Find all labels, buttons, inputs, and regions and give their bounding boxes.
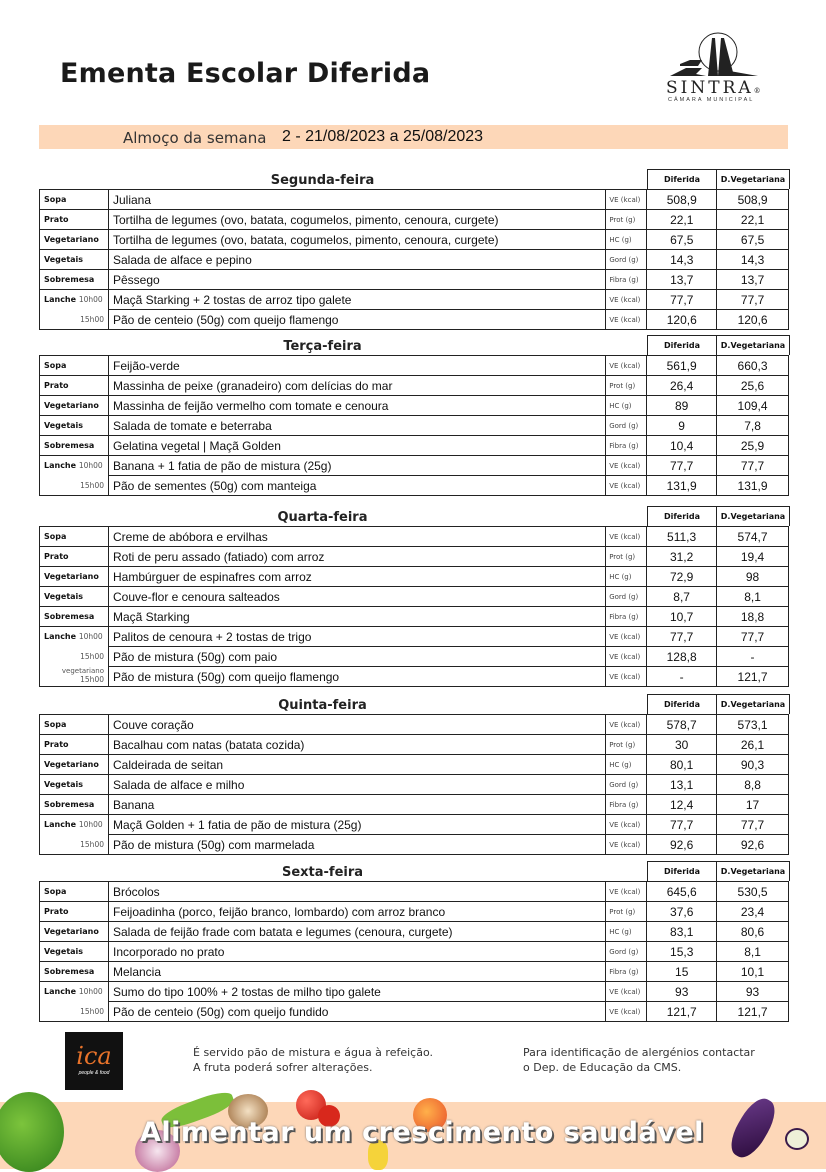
diferida-value: 15,3 bbox=[647, 942, 717, 962]
unit-cell: Gord (g) bbox=[606, 942, 647, 962]
week-label: Almoço da semana bbox=[123, 129, 267, 147]
diferida-value: 120,6 bbox=[647, 310, 717, 330]
row-label: Vegetariano bbox=[40, 755, 109, 775]
row-label: Vegetariano bbox=[40, 230, 109, 250]
table-row bbox=[40, 882, 789, 902]
row-label: Lanche 10h00 bbox=[40, 627, 109, 647]
vegetariana-value: 90,3 bbox=[717, 755, 789, 775]
col-diferida: Diferida bbox=[648, 862, 717, 881]
unit-cell: VE (kcal) bbox=[606, 190, 647, 210]
table-row bbox=[40, 567, 789, 587]
table-row bbox=[40, 815, 789, 835]
dish-cell: Maçã Starking + 2 tostas de arroz tipo galete bbox=[108, 290, 605, 310]
row-label: Vegetais bbox=[40, 775, 109, 795]
table-row bbox=[40, 587, 789, 607]
menu-table bbox=[39, 881, 789, 1022]
dish-cell: Massinha de peixe (granadeiro) com delícias do mar bbox=[108, 376, 605, 396]
row-label: Vegetariano bbox=[40, 567, 109, 587]
table-row bbox=[40, 607, 789, 627]
vegetariana-value: 25,6 bbox=[717, 376, 789, 396]
dish-cell: Melancia bbox=[108, 962, 605, 982]
unit-cell: Gord (g) bbox=[606, 250, 647, 270]
dish-cell: Pão de mistura (50g) com marmelada bbox=[108, 835, 605, 855]
unit-cell: VE (kcal) bbox=[606, 627, 647, 647]
dish-cell: Salada de tomate e beterraba bbox=[108, 416, 605, 436]
day-title: Segunda-feira bbox=[270, 173, 375, 188]
vegetariana-value: 93 bbox=[717, 982, 789, 1002]
row-label: Sobremesa bbox=[40, 795, 109, 815]
unit-cell: HC (g) bbox=[606, 922, 647, 942]
diferida-value: 30 bbox=[647, 735, 717, 755]
menu-table bbox=[39, 189, 789, 330]
row-label-time: vegetariano 15h00 bbox=[40, 667, 109, 687]
ica-logo: ica people & food bbox=[65, 1032, 123, 1090]
unit-cell: HC (g) bbox=[606, 755, 647, 775]
dish-cell: Pão de mistura (50g) com paio bbox=[108, 647, 605, 667]
vegetariana-value: 8,8 bbox=[717, 775, 789, 795]
table-row bbox=[40, 922, 789, 942]
diferida-value: 77,7 bbox=[647, 456, 717, 476]
dish-cell: Salada de alface e pepino bbox=[108, 250, 605, 270]
dish-cell: Pão de centeio (50g) com queijo flamengo bbox=[108, 310, 605, 330]
table-row bbox=[40, 627, 789, 647]
diferida-value: 77,7 bbox=[647, 290, 717, 310]
table-row bbox=[40, 982, 789, 1002]
dish-cell: Salada de alface e milho bbox=[108, 775, 605, 795]
table-row bbox=[40, 476, 789, 496]
vegetariana-value: 508,9 bbox=[717, 190, 789, 210]
vegetariana-value: 13,7 bbox=[717, 270, 789, 290]
table-row bbox=[40, 356, 789, 376]
row-label: Prato bbox=[40, 210, 109, 230]
diferida-value: 83,1 bbox=[647, 922, 717, 942]
day-title: Sexta-feira bbox=[281, 865, 364, 880]
dish-cell: Massinha de feijão vermelho com tomate e cenoura bbox=[108, 396, 605, 416]
vegetariana-value: 92,6 bbox=[717, 835, 789, 855]
eggplant-slice-icon bbox=[785, 1128, 809, 1150]
diferida-value: 37,6 bbox=[647, 902, 717, 922]
vegetariana-value: 77,7 bbox=[717, 627, 789, 647]
unit-cell: VE (kcal) bbox=[606, 982, 647, 1002]
row-label: Sobremesa bbox=[40, 436, 109, 456]
unit-cell: VE (kcal) bbox=[606, 715, 647, 735]
column-headers bbox=[647, 506, 790, 526]
diferida-value: 10,7 bbox=[647, 607, 717, 627]
vegetariana-value: 18,8 bbox=[717, 607, 789, 627]
logo-subtitle: CÂMARA MUNICIPAL bbox=[668, 97, 755, 103]
col-diferida: Diferida bbox=[648, 695, 717, 714]
dish-cell: Pão de mistura (50g) com queijo flamengo bbox=[108, 667, 605, 687]
diferida-value: 121,7 bbox=[647, 1002, 717, 1022]
vegetariana-value: 8,1 bbox=[717, 587, 789, 607]
table-row bbox=[40, 210, 789, 230]
menu-table bbox=[39, 526, 789, 687]
table-row bbox=[40, 270, 789, 290]
col-vegetariana: D.Vegetariana bbox=[720, 700, 786, 709]
week-band bbox=[39, 125, 788, 149]
menu-table bbox=[39, 714, 789, 855]
unit-cell: Gord (g) bbox=[606, 587, 647, 607]
table-row bbox=[40, 962, 789, 982]
diferida-value: 12,4 bbox=[647, 795, 717, 815]
col-diferida: Diferida bbox=[648, 507, 717, 526]
vegetariana-value: 109,4 bbox=[717, 396, 789, 416]
vegetariana-value: 131,9 bbox=[717, 476, 789, 496]
dish-cell: Sumo do tipo 100% + 2 tostas de milho tipo galete bbox=[108, 982, 605, 1002]
unit-cell: VE (kcal) bbox=[606, 476, 647, 496]
column-headers bbox=[647, 861, 790, 881]
dish-cell: Maçã Starking bbox=[108, 607, 605, 627]
day-title: Quarta-feira bbox=[277, 510, 368, 525]
row-label: Prato bbox=[40, 547, 109, 567]
table-row bbox=[40, 230, 789, 250]
menu-table bbox=[39, 355, 789, 496]
row-label: Sopa bbox=[40, 190, 109, 210]
unit-cell: VE (kcal) bbox=[606, 882, 647, 902]
unit-cell: Gord (g) bbox=[606, 775, 647, 795]
diferida-value: 8,7 bbox=[647, 587, 717, 607]
row-label-time: 15h00 bbox=[40, 647, 109, 667]
table-row bbox=[40, 755, 789, 775]
dish-cell: Creme de abóbora e ervilhas bbox=[108, 527, 605, 547]
diferida-value: 22,1 bbox=[647, 210, 717, 230]
vegetariana-value: 26,1 bbox=[717, 735, 789, 755]
row-label: Vegetariano bbox=[40, 922, 109, 942]
sintra-logo bbox=[662, 30, 762, 102]
unit-cell: VE (kcal) bbox=[606, 456, 647, 476]
row-label: Sopa bbox=[40, 356, 109, 376]
diferida-value: 511,3 bbox=[647, 527, 717, 547]
row-label-time: 15h00 bbox=[40, 476, 109, 496]
day-title: Quinta-feira bbox=[278, 698, 367, 713]
dish-cell: Pêssego bbox=[108, 270, 605, 290]
unit-cell: Fibra (g) bbox=[606, 607, 647, 627]
unit-cell: Prot (g) bbox=[606, 902, 647, 922]
diferida-value: 80,1 bbox=[647, 755, 717, 775]
vegetariana-value: 573,1 bbox=[717, 715, 789, 735]
table-row bbox=[40, 942, 789, 962]
dish-cell: Feijoadinha (porco, feijão branco, lombardo) com arroz branco bbox=[108, 902, 605, 922]
vegetariana-value: 121,7 bbox=[717, 667, 789, 687]
dish-cell: Feijão-verde bbox=[108, 356, 605, 376]
table-row bbox=[40, 396, 789, 416]
row-label: Lanche 10h00 bbox=[40, 456, 109, 476]
unit-cell: VE (kcal) bbox=[606, 356, 647, 376]
diferida-value: 77,7 bbox=[647, 815, 717, 835]
diferida-value: 15 bbox=[647, 962, 717, 982]
dish-cell: Caldeirada de seitan bbox=[108, 755, 605, 775]
unit-cell: Prot (g) bbox=[606, 210, 647, 230]
table-row bbox=[40, 456, 789, 476]
dish-cell: Bacalhau com natas (batata cozida) bbox=[108, 735, 605, 755]
unit-cell: HC (g) bbox=[606, 567, 647, 587]
row-label: Sopa bbox=[40, 882, 109, 902]
row-label: Sobremesa bbox=[40, 270, 109, 290]
vegetariana-value: 98 bbox=[717, 567, 789, 587]
unit-cell: HC (g) bbox=[606, 230, 647, 250]
table-row bbox=[40, 835, 789, 855]
vegetariana-value: 22,1 bbox=[717, 210, 789, 230]
col-vegetariana: D.Vegetariana bbox=[720, 867, 786, 876]
table-row bbox=[40, 547, 789, 567]
diferida-value: 128,8 bbox=[647, 647, 717, 667]
dish-cell: Maçã Golden + 1 fatia de pão de mistura (25g) bbox=[108, 815, 605, 835]
unit-cell: Prot (g) bbox=[606, 547, 647, 567]
unit-cell: VE (kcal) bbox=[606, 647, 647, 667]
col-vegetariana: D.Vegetariana bbox=[720, 341, 786, 350]
diferida-value: 93 bbox=[647, 982, 717, 1002]
dish-cell: Incorporado no prato bbox=[108, 942, 605, 962]
dish-cell: Palitos de cenoura + 2 tostas de trigo bbox=[108, 627, 605, 647]
dish-cell: Couve-flor e cenoura salteados bbox=[108, 587, 605, 607]
vegetariana-value: - bbox=[717, 647, 789, 667]
table-row bbox=[40, 902, 789, 922]
column-headers bbox=[647, 335, 790, 355]
diferida-value: 26,4 bbox=[647, 376, 717, 396]
row-label: Lanche 10h00 bbox=[40, 290, 109, 310]
row-label: Vegetais bbox=[40, 942, 109, 962]
row-label: Vegetais bbox=[40, 587, 109, 607]
diferida-value: 9 bbox=[647, 416, 717, 436]
unit-cell: Fibra (g) bbox=[606, 270, 647, 290]
row-label: Sopa bbox=[40, 715, 109, 735]
row-label: Vegetais bbox=[40, 250, 109, 270]
unit-cell: Prot (g) bbox=[606, 735, 647, 755]
col-diferida: Diferida bbox=[648, 170, 717, 189]
logo-name: SINTRA® bbox=[666, 78, 764, 98]
dish-cell: Gelatina vegetal | Maçã Golden bbox=[108, 436, 605, 456]
day-title: Terça-feira bbox=[283, 339, 362, 354]
note-bread-water: É servido pão de mistura e água à refeição. A fruta poderá sofrer alterações. bbox=[193, 1046, 433, 1074]
row-label-time: 15h00 bbox=[40, 310, 109, 330]
unit-cell: VE (kcal) bbox=[606, 527, 647, 547]
dish-cell: Juliana bbox=[108, 190, 605, 210]
vegetariana-value: 67,5 bbox=[717, 230, 789, 250]
vegetariana-value: 80,6 bbox=[717, 922, 789, 942]
table-row bbox=[40, 290, 789, 310]
unit-cell: Gord (g) bbox=[606, 416, 647, 436]
row-label: Prato bbox=[40, 902, 109, 922]
table-row bbox=[40, 527, 789, 547]
unit-cell: VE (kcal) bbox=[606, 815, 647, 835]
dish-cell: Roti de peru assado (fatiado) com arroz bbox=[108, 547, 605, 567]
vegetariana-value: 14,3 bbox=[717, 250, 789, 270]
vegetariana-value: 121,7 bbox=[717, 1002, 789, 1022]
col-vegetariana: D.Vegetariana bbox=[720, 175, 786, 184]
note-allergens: Para identificação de alergénios contactar o Dep. de Educação da CMS. bbox=[523, 1046, 755, 1074]
row-label: Lanche 10h00 bbox=[40, 815, 109, 835]
row-label: Vegetariano bbox=[40, 396, 109, 416]
table-row bbox=[40, 795, 789, 815]
dish-cell: Banana bbox=[108, 795, 605, 815]
vegetariana-value: 19,4 bbox=[717, 547, 789, 567]
unit-cell: Fibra (g) bbox=[606, 436, 647, 456]
vegetariana-value: 77,7 bbox=[717, 815, 789, 835]
vegetariana-value: 8,1 bbox=[717, 942, 789, 962]
vegetariana-value: 574,7 bbox=[717, 527, 789, 547]
dish-cell: Hambúrguer de espinafres com arroz bbox=[108, 567, 605, 587]
diferida-value: 13,7 bbox=[647, 270, 717, 290]
dish-cell: Tortilha de legumes (ovo, batata, cogumelos, pimento, cenoura, curgete) bbox=[108, 210, 605, 230]
col-diferida: Diferida bbox=[648, 336, 717, 355]
table-row bbox=[40, 735, 789, 755]
diferida-value: 72,9 bbox=[647, 567, 717, 587]
dish-cell: Pão de centeio (50g) com queijo fundido bbox=[108, 1002, 605, 1022]
unit-cell: HC (g) bbox=[606, 396, 647, 416]
column-headers bbox=[647, 694, 790, 714]
vegetariana-value: 77,7 bbox=[717, 456, 789, 476]
col-vegetariana: D.Vegetariana bbox=[720, 512, 786, 521]
vegetariana-value: 530,5 bbox=[717, 882, 789, 902]
vegetariana-value: 120,6 bbox=[717, 310, 789, 330]
vegetariana-value: 10,1 bbox=[717, 962, 789, 982]
unit-cell: VE (kcal) bbox=[606, 835, 647, 855]
diferida-value: 92,6 bbox=[647, 835, 717, 855]
table-row bbox=[40, 416, 789, 436]
row-label: Prato bbox=[40, 376, 109, 396]
unit-cell: VE (kcal) bbox=[606, 290, 647, 310]
dish-cell: Pão de sementes (50g) com manteiga bbox=[108, 476, 605, 496]
diferida-value: 508,9 bbox=[647, 190, 717, 210]
column-headers bbox=[647, 169, 790, 189]
diferida-value: 13,1 bbox=[647, 775, 717, 795]
vegetariana-value: 7,8 bbox=[717, 416, 789, 436]
row-label: Lanche 10h00 bbox=[40, 982, 109, 1002]
diferida-value: 645,6 bbox=[647, 882, 717, 902]
unit-cell: Prot (g) bbox=[606, 376, 647, 396]
table-row bbox=[40, 715, 789, 735]
dish-cell: Banana + 1 fatia de pão de mistura (25g) bbox=[108, 456, 605, 476]
row-label: Sopa bbox=[40, 527, 109, 547]
vegetariana-value: 660,3 bbox=[717, 356, 789, 376]
row-label: Sobremesa bbox=[40, 962, 109, 982]
diferida-value: 10,4 bbox=[647, 436, 717, 456]
unit-cell: Fibra (g) bbox=[606, 962, 647, 982]
row-label: Vegetais bbox=[40, 416, 109, 436]
dish-cell: Couve coração bbox=[108, 715, 605, 735]
diferida-value: 131,9 bbox=[647, 476, 717, 496]
vegetariana-value: 25,9 bbox=[717, 436, 789, 456]
unit-cell: Fibra (g) bbox=[606, 795, 647, 815]
diferida-value: 578,7 bbox=[647, 715, 717, 735]
table-row bbox=[40, 775, 789, 795]
dish-cell: Brócolos bbox=[108, 882, 605, 902]
unit-cell: VE (kcal) bbox=[606, 310, 647, 330]
row-label-time: 15h00 bbox=[40, 835, 109, 855]
vegetariana-value: 77,7 bbox=[717, 290, 789, 310]
page-title: Ementa Escolar Diferida bbox=[60, 58, 431, 89]
table-row bbox=[40, 190, 789, 210]
week-dates: 2 - 21/08/2023 a 25/08/2023 bbox=[282, 128, 484, 145]
dish-cell: Tortilha de legumes (ovo, batata, cogumelos, pimento, cenoura, curgete) bbox=[108, 230, 605, 250]
dish-cell: Salada de feijão frade com batata e legumes (cenoura, curgete) bbox=[108, 922, 605, 942]
diferida-value: 561,9 bbox=[647, 356, 717, 376]
diferida-value: 89 bbox=[647, 396, 717, 416]
table-row bbox=[40, 310, 789, 330]
vegetariana-value: 23,4 bbox=[717, 902, 789, 922]
table-row bbox=[40, 250, 789, 270]
table-row bbox=[40, 1002, 789, 1022]
diferida-value: 67,5 bbox=[647, 230, 717, 250]
sintra-emblem-icon bbox=[666, 30, 758, 78]
row-label: Sobremesa bbox=[40, 607, 109, 627]
vegetariana-value: 17 bbox=[717, 795, 789, 815]
unit-cell: VE (kcal) bbox=[606, 1002, 647, 1022]
slogan: Alimentar um crescimento saudável bbox=[140, 1117, 704, 1148]
table-row bbox=[40, 376, 789, 396]
row-label: Prato bbox=[40, 735, 109, 755]
row-label-time: 15h00 bbox=[40, 1002, 109, 1022]
diferida-value: 77,7 bbox=[647, 627, 717, 647]
table-row bbox=[40, 436, 789, 456]
table-row bbox=[40, 667, 789, 687]
table-row bbox=[40, 647, 789, 667]
diferida-value: - bbox=[647, 667, 717, 687]
unit-cell: VE (kcal) bbox=[606, 667, 647, 687]
diferida-value: 14,3 bbox=[647, 250, 717, 270]
diferida-value: 31,2 bbox=[647, 547, 717, 567]
